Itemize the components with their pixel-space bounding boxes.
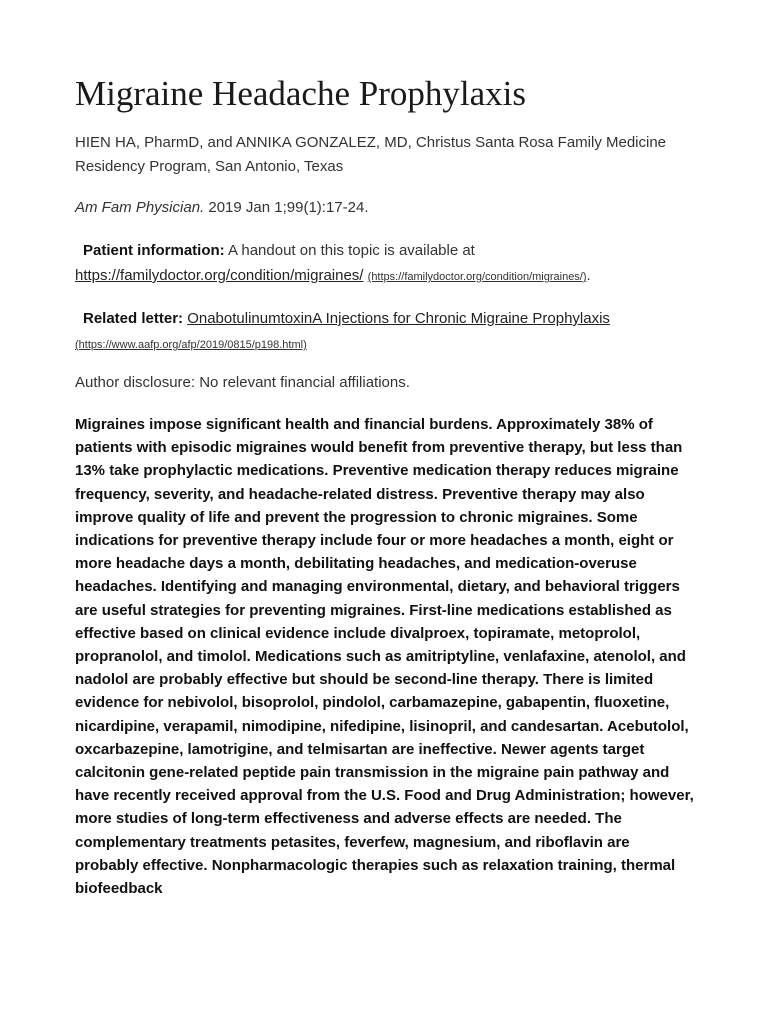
related-letter-label: Related letter: (83, 310, 184, 327)
author-line: HIEN HA, PharmD, and ANNIKA GONZALEZ, MD, Christus Santa Rosa Family Medicine Residency Program, San Antonio, Texas (75, 134, 667, 175)
related-letter (75, 306, 695, 358)
patient-info-link[interactable]: https://familydoctor.org/condition/migraines/ (75, 267, 364, 284)
article-title: Migraine Headache Prophylaxis (75, 74, 526, 113)
citation (75, 198, 369, 218)
abstract: Migraines impose significant health and financial burdens. Approximately 38% of patients with episodic migraines would benefit from preventive therapy, but less than 13% take prophylactic medications. Preventive medication therapy reduces migraine frequency, severity, and headache-related distress. Preventive therapy may also improve quality of life and prevent the progression to chronic migraines. Some indications for preventive therapy include four or more headaches a month, eight or more headache days a month, debilitating headaches, and medication-overuse headaches. Identifying and managing environmental, dietary, and behavioral triggers are useful strategies for preventing migraines. First-line medications established as effective based on clinical evidence include divalproex, topiramate, metoprolol, propranolol, and timolol. Medications such as amitriptyline, venlafaxine, atenolol, and nadolol are probably effective but should be second-line therapy. There is limited evidence for nebivolol, bisoprolol, pindolol, carbamazepine, gabapentin, fluoxetine, nicardipine, verapamil, nimodipine, nifedipine, lisinopril, and candesartan. Acebutolol, oxcarbazepine, lamotrigine, and telmisartan are ineffective. Newer agents target calcitonin gene-related peptide pain transmission in the migraine pain pathway and have recently received approval from the U.S. Food and Drug Administration; however, more studies of long-term effectiveness and adverse effects are needed. The complementary treatments petasites, feverfew, magnesium, and riboflavin are probably effective. Nonpharmacologic therapies such as relaxation training, thermal biofeedback (75, 416, 694, 898)
patient-info-text: A handout on this topic is available at (228, 242, 475, 259)
related-letter-link[interactable]: OnabotulinumtoxinA Injections for Chronic Migraine Prophylaxis (187, 310, 610, 327)
patient-info-link-url[interactable]: (https://familydoctor.org/condition/migraines/) (367, 271, 587, 283)
related-letter-link-url[interactable]: (https://www.aafp.org/afp/2019/0815/p198.html) (75, 339, 307, 351)
author-disclosure: Author disclosure: No relevant financial affiliations. (75, 374, 410, 391)
patient-information (75, 238, 695, 290)
citation-journal: Am Fam Physician. (75, 199, 205, 216)
patient-info-end: . (586, 267, 591, 284)
citation-details: 2019 Jan 1;99(1):17-24. (208, 199, 369, 216)
patient-info-label: Patient information: (83, 242, 225, 259)
